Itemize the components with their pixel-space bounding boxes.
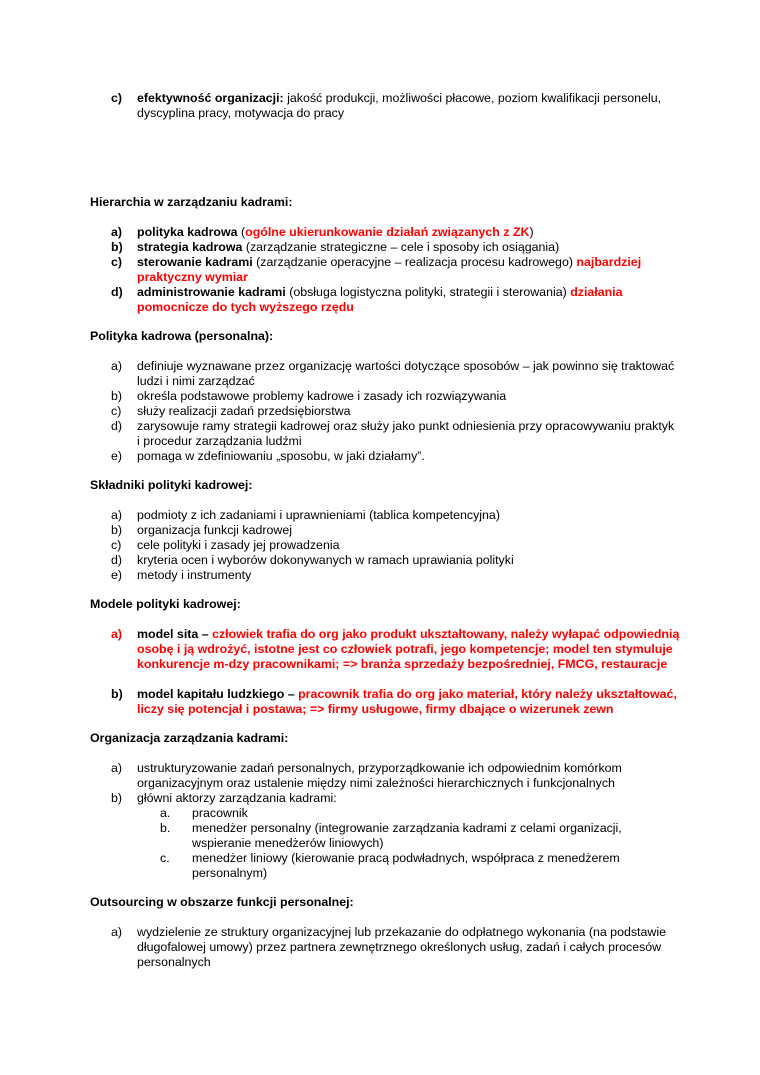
- list-item: [90, 523, 680, 538]
- item-text: definiuje wyznawane przez organizację wartości dotyczące sposobów – jak powinno się traktować ludzi i nimi zarządzać: [137, 359, 675, 388]
- item-text: metody i instrumenty: [137, 568, 252, 582]
- item-text: (zarządzanie operacyjne – realizacja procesu kadrowego): [252, 255, 577, 269]
- list-marker: b): [111, 523, 123, 537]
- list-marker: c): [111, 91, 123, 105]
- sub-list-marker: c.: [160, 851, 170, 865]
- list-marker: d): [111, 419, 123, 433]
- item-text: (obsługa logistyczna polityki, strategii i sterowania): [285, 285, 571, 299]
- item-text: służy realizacji zadań przedsiębiorstwa: [137, 404, 351, 418]
- list-item: [90, 389, 680, 404]
- list-marker: a): [111, 627, 123, 641]
- item-text: podmioty z ich zadaniami i uprawnieniami (tablica kompetencyjna): [137, 508, 500, 522]
- item-text: (zarządzanie strategiczne – cele i sposoby ich osiągania): [242, 240, 560, 254]
- item-text: pracownik: [192, 806, 248, 820]
- sub-list-item: [90, 821, 680, 851]
- item-text: ustrukturyzowanie zadań personalnych, przyporządkowanie ich odpowiednim komórkom organizacyjnym oraz ustalenie między nimi zależności hierarchicznych i funkcjonalnych: [137, 761, 622, 790]
- list-marker: a): [111, 508, 123, 522]
- components-list: [90, 508, 680, 583]
- item-text: główni aktorzy zarządzania kadrami:: [137, 791, 337, 805]
- list-marker: e): [111, 449, 123, 463]
- list-marker: c): [111, 538, 122, 552]
- list-marker: c): [111, 404, 122, 418]
- item-term: efektywność organizacji:: [137, 91, 284, 105]
- item-highlight: pracownik trafia do org jako materiał, który należy ukształtować, liczy się potencjał i postawa; => firmy usługowe, firmy dbające o wizerunek zewn: [137, 687, 677, 716]
- list-item: [90, 553, 680, 568]
- item-term: sterowanie kadrami: [137, 255, 253, 269]
- list-marker: d): [111, 553, 123, 567]
- list-item: [90, 627, 680, 672]
- list-item: [90, 791, 680, 806]
- list-marker: a): [111, 225, 123, 239]
- sub-list-item: [90, 851, 680, 881]
- sub-list-marker: b.: [160, 821, 171, 835]
- list-item: [90, 404, 680, 419]
- list-marker: b): [111, 240, 123, 254]
- item-highlight: ogólne ukierunkowanie działań związanych z ZK: [245, 225, 530, 239]
- item-term: polityka kadrowa: [137, 225, 238, 239]
- organization-list: [90, 761, 680, 881]
- list-item: [90, 285, 680, 315]
- item-term: strategia kadrowa: [137, 240, 243, 254]
- item-text: wydzielenie ze struktury organizacyjnej lub przekazanie do odpłatnego wykonania (na podstawie długofalowej umowy) przez partnera zewnętrznego określonych usług, zadań i całych procesów personalnych: [137, 925, 666, 969]
- list-marker: b): [111, 687, 123, 701]
- list-marker: a): [111, 925, 123, 939]
- list-item: [90, 419, 680, 449]
- item-term: model kapitału ludzkiego –: [137, 687, 295, 701]
- hierarchy-list: [90, 225, 680, 315]
- list-marker: e): [111, 568, 123, 582]
- heading-components: Składniki polityki kadrowej:: [90, 478, 253, 492]
- list-marker: d): [111, 285, 123, 299]
- list-item: [90, 687, 680, 717]
- list-item: [90, 761, 680, 791]
- item-text: kryteria ocen i wyborów dokonywanych w ramach uprawiania polityki: [137, 553, 514, 567]
- list-marker: b): [111, 791, 123, 805]
- heading-organization: Organizacja zarządzania kadrami:: [90, 731, 289, 745]
- list-item: [90, 449, 680, 464]
- list-item: [90, 538, 680, 553]
- item-text: zarysowuje ramy strategii kadrowej oraz służy jako punkt odniesienia przy opracowywaniu praktyk i procedur zarządzania ludźmi: [137, 419, 675, 448]
- item-text: cele polityki i zasady jej prowadzenia: [137, 538, 340, 552]
- list-item: [90, 568, 680, 583]
- list-item: [90, 225, 680, 240]
- list-marker: a): [111, 359, 123, 373]
- item-tail: ): [529, 225, 534, 239]
- list-item: [90, 359, 680, 389]
- list-item: [90, 925, 680, 970]
- item-text: określa podstawowe problemy kadrowe i zasady ich rozwiązywania: [137, 389, 507, 403]
- item-text: organizacja funkcji kadrowej: [137, 523, 292, 537]
- list-item: [90, 240, 680, 255]
- document-page: [90, 91, 680, 970]
- heading-outsourcing: Outsourcing w obszarze funkcji personalnej:: [90, 895, 354, 909]
- list-item: [90, 508, 680, 523]
- item-text: menedżer liniowy (kierowanie pracą podwładnych, współpraca z menedżerem personalnym): [192, 851, 620, 880]
- heading-policy: Polityka kadrowa (personalna):: [90, 329, 274, 343]
- list-item: [90, 255, 680, 285]
- item-term: model sita –: [137, 627, 209, 641]
- list-marker: b): [111, 389, 123, 403]
- heading-hierarchy: Hierarchia w zarządzaniu kadrami:: [90, 195, 293, 209]
- item-term: administrowanie kadrami: [137, 285, 286, 299]
- item-highlight: działania pomocnicze do tych wyższego rzędu: [137, 285, 623, 314]
- list-marker: a): [111, 761, 123, 775]
- sub-list-item: [90, 806, 680, 821]
- heading-models: Modele polityki kadrowej:: [90, 597, 241, 611]
- models-list: [90, 627, 680, 717]
- list-marker: c): [111, 255, 123, 269]
- item-text: jakość produkcji, możliwości płacowe, poziom kwalifikacji personelu, dyscyplina pracy, motywacja do pracy: [137, 91, 662, 120]
- item-highlight: najbardziej praktyczny wymiar: [137, 255, 642, 284]
- item-highlight: człowiek trafia do org jako produkt ukształtowany, należy wyłapać odpowiednią osobę i ją wdrożyć, istotne jest co człowiek potrafi, jego kompetencje; model ten stymuluje konkurencje m-dzy pracownikami; => branża sprzedaży bezpośredniej, FMCG, restauracje: [137, 627, 680, 671]
- outsourcing-list: [90, 925, 680, 970]
- sub-list-marker: a.: [160, 806, 171, 820]
- item-text: menedżer personalny (integrowanie zarządzania kadrami z celami organizacji, wspieranie menedżerów liniowych): [192, 821, 622, 850]
- policy-list: [90, 359, 680, 464]
- list-item-intro: [90, 91, 680, 121]
- item-text: (: [237, 225, 246, 239]
- item-text: pomaga w zdefiniowaniu „sposobu, w jaki działamy”.: [137, 449, 425, 463]
